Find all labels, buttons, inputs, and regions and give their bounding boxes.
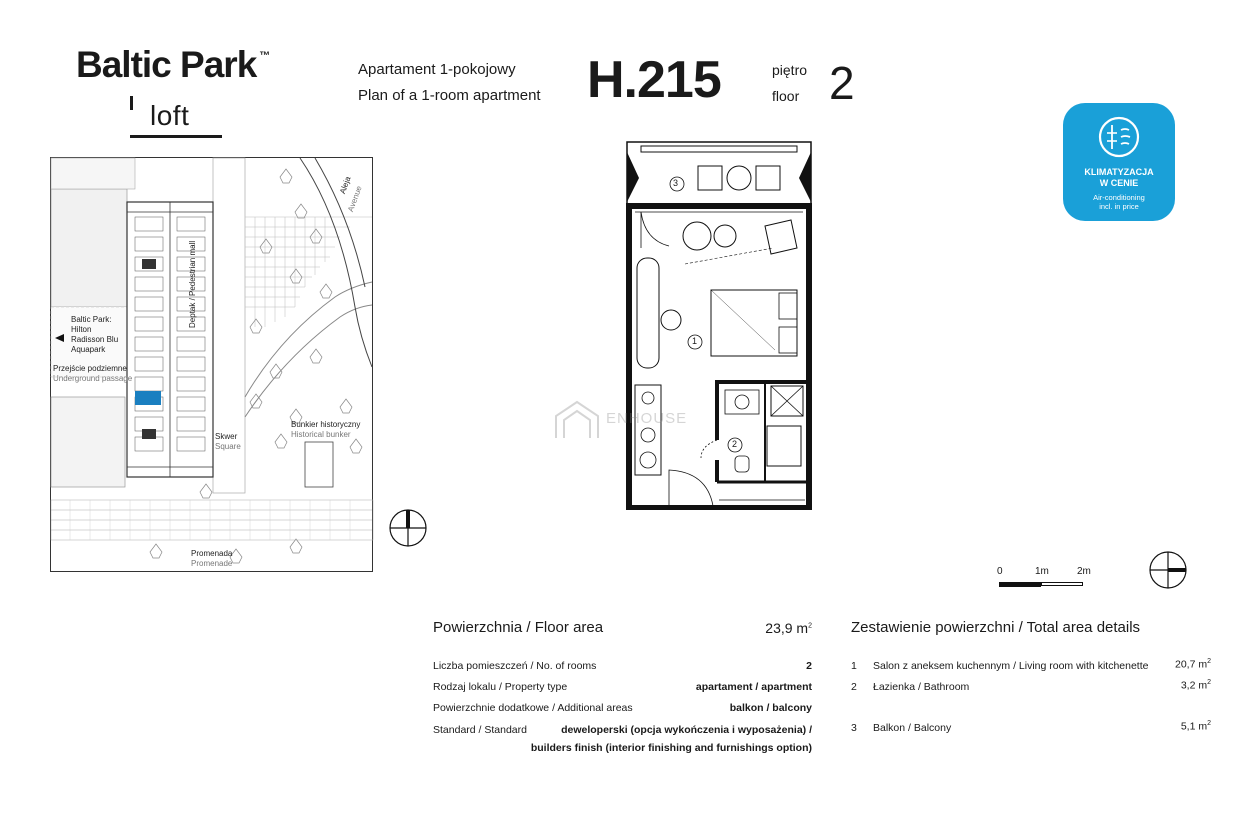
info-additional-label: Powierzchnie dodatkowe / Additional areas [433, 702, 633, 714]
detail-row-3-number: 3 [851, 722, 857, 734]
map-label-passage-pl: Przejście podziemne [53, 364, 127, 373]
apartment-type-en: Plan of a 1-room apartment [358, 87, 541, 104]
plan-room-1-label: 1 [692, 336, 698, 346]
house-watermark-icon [552, 398, 602, 442]
apartment-location-highlight [135, 391, 161, 405]
floor-label-en: floor [772, 88, 800, 104]
info-standard-value: deweloperski (opcja wykończenia i wyposażenia) / [561, 724, 812, 736]
map-label-skwer-en: Square [215, 442, 241, 451]
scale-bar-light [1041, 582, 1083, 586]
brand-logo [76, 44, 269, 86]
map-label-skwer-pl: Skwer [215, 432, 238, 441]
apartment-type-pl: Apartament 1-pokojowy [358, 61, 516, 78]
details-title: Zestawienie powierzchni / Total area details [851, 619, 1141, 636]
badge-title-1: KLIMATYZACJA [1084, 167, 1154, 177]
detail-row-2-label: Łazienka / Bathroom [873, 681, 970, 693]
map-label-promenada-pl: Promenada [191, 549, 233, 558]
floor-label-pl: piętro [772, 62, 808, 78]
apartment-code: H.215 [587, 51, 721, 109]
floor-area-value: 23,9 $m^2$ [765, 620, 812, 636]
scale-tick-2: 2m [1077, 566, 1091, 577]
detail-row-2-value: 3,2 $m^2$ [1180, 679, 1211, 692]
badge-sub-1: Air-conditioning [1093, 193, 1145, 202]
air-conditioning-badge [1063, 103, 1175, 221]
info-standard-label: Standard / Standard [433, 724, 527, 736]
plan-room-3-label: 3 [673, 178, 679, 188]
map-label-promenada-en: Promenade [191, 559, 233, 568]
map-label-bunker-pl: Bunkier historyczny [291, 420, 361, 429]
compass-right-icon [1148, 550, 1188, 590]
info-rooms-label: Liczba pomieszczeń / No. of rooms [433, 660, 597, 672]
watermark-text: ENHOUSE [606, 410, 688, 427]
trademark-symbol: ™ [259, 50, 270, 62]
plan-room-2-label: 2 [732, 439, 738, 449]
watermark [552, 398, 712, 442]
info-standard-value-en: builders finish (interior finishing and furnishings option) [530, 742, 812, 754]
detail-row-2-number: 2 [851, 681, 857, 693]
detail-row-1-number: 1 [851, 660, 857, 672]
info-type-label: Rodzaj lokalu / Property type [433, 681, 568, 693]
info-additional-value: balkon / balcony [729, 702, 812, 714]
badge-sub-2: incl. in price [1099, 202, 1139, 211]
map-label-bunker-en: Historical bunker [291, 430, 351, 439]
map-label-deptak: Deptak / Pedestrian mall [188, 240, 197, 328]
map-label-hotels: Baltic Park: Hilton Radisson Blu Aquapark [71, 315, 119, 354]
brand-sub-name: loft [150, 100, 190, 131]
floor-number: 2 [829, 57, 855, 109]
floor-plan [625, 140, 813, 510]
map-label-passage-en: Underground passage [53, 374, 133, 383]
detail-row-1-value: 20,7 $m^2$ [1174, 658, 1211, 671]
snowflake-sun-icon [1097, 115, 1141, 159]
badge-title-2: W CENIE [1099, 178, 1139, 188]
compass-icon [388, 508, 428, 548]
scale-tick-1: 1m [1035, 566, 1049, 577]
detail-row-3-value: 5,1 $m^2$ [1180, 720, 1211, 733]
info-type-value: apartament / apartment [695, 681, 812, 693]
map-label-aleja-pl: Aleja [338, 175, 353, 196]
scale-tick-0: 0 [997, 566, 1003, 577]
brand-name: Baltic Park [76, 44, 257, 85]
detail-row-1-label: Salon z aneksem kuchennym / Living room with kitchenette [873, 660, 1149, 672]
scale-bar-dark [999, 582, 1041, 587]
detail-row-3-label: Balkon / Balcony [873, 722, 952, 734]
info-rooms-value: 2 [806, 660, 812, 672]
map-label-aleja-en: Avenue [346, 184, 364, 214]
floor-area-title: Powierzchnia / Floor area [433, 619, 604, 636]
